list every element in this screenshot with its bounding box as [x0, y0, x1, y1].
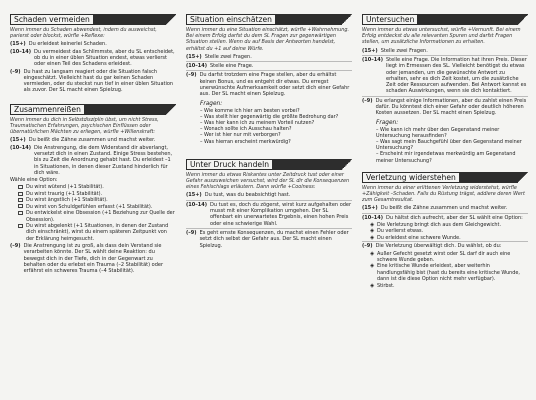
section-intro: Wenn immer du Schaden abwendest, indem du ausweichst, parierst oder blockst, würfle +Reflexe: — [10, 27, 157, 40]
checkbox-icon — [18, 192, 23, 196]
option-item: Du wirst abgelenkt (+1 Situationen, in denen der Zustand dich einschränkt), wirst du einem späteren Zeitpunkt von der Erklärung heimgesucht. — [10, 223, 176, 242]
column-right — [362, 14, 528, 295]
result-row: (15+) Du erleidest keinerlei Schaden. — [10, 41, 107, 48]
section-title-bar — [362, 14, 528, 25]
questions-title: Fragen: — [200, 100, 223, 107]
question-item: – Wer ist hier nur mit verborgen? — [200, 132, 352, 138]
section-situation-einschaetzen — [186, 14, 352, 145]
section-title-bar — [186, 159, 352, 170]
question-item: – Was hierran erscheint merkwürdig? — [200, 139, 352, 145]
column-middle — [186, 14, 352, 255]
section-title: Situation einschätzen — [186, 14, 276, 25]
question-item: – Was sagt mein Bauchgefühl über den Gegenstand meiner Untersuchung? — [376, 139, 528, 151]
section-intro: Wenn immer du eine Situation einschätzt, würfle +Wahrnehmung. Bei einem Erfolg darfst du dem SL Fragen zur gegenwärtigen Situation stellen. Wenn du auf Basis der Antworten handelst, erhältst du +1 auf deine Würfe. — [186, 27, 349, 52]
question-item: – Erscheint mir irgendetwas merkwürdig am Gegenstand meiner Untersuchung? — [376, 151, 528, 163]
questions-list — [200, 108, 352, 145]
result-row: (–9) Die Verletzung überwältigt dich. Du wählst, ob du: — [362, 243, 502, 250]
option-item: ◈ Die Verletzung bringt dich aus dem Gleichgewicht. — [370, 222, 502, 228]
result-row: (–9) Die Anstrengung ist zu groß, als dass dein Verstand sie verarbeiten könnte. Der SL wählt deine Reaktion: du bewegst dich in der Tiefe, dich in der Gegenwart zu behalten oder du erlebst ein Trauma (–2 Stabilität) oder erfährst ein schweres Trauma (–4 Stabilität). — [10, 243, 164, 275]
diamond-bullet-icon: ◈ — [370, 263, 375, 270]
result-row: (15+) Stelle zwei Fragen. — [362, 47, 428, 54]
question-item: – Wie kann ich mehr über den Gegenstand meiner Untersuchung herausfinden? — [376, 127, 528, 139]
diamond-bullet-icon: ◈ — [370, 228, 375, 235]
column-left — [10, 14, 176, 281]
section-intro: Wenn immer du einer erlittenen Verletzung widerstehst, würfle +Zähigkeit –Schaden. Falls du Rüstung trägst, addiere deren Wert zum Gesamtresultat. — [362, 184, 525, 204]
section-title: Schaden vermeiden — [10, 14, 94, 25]
diamond-bullet-icon: ◈ — [370, 282, 375, 289]
divider-line — [362, 213, 528, 214]
section-title: Verletzung widerstehen — [362, 172, 460, 183]
section-title-bar — [10, 104, 176, 115]
divider-line — [186, 200, 352, 201]
option-item: Du wirst von Schuldgefühlen erfasst (+1 Stabilität). — [10, 204, 176, 210]
option-item: ◈ Eine kritische Wunde erleidest, aber weiterhin handlungsfähig bist (hast du bereits eine kritische Wunde, dann ist die diese Option nicht mehr verfügbar). — [370, 263, 520, 283]
result-row: (10–14) Du hältst dich aufrecht, aber der SL wählt eine Option: — [362, 214, 523, 221]
option-item: Du wirst wütend (+1 Stabilität). — [10, 184, 176, 190]
divider-line — [362, 96, 528, 97]
result-row: (10–14) Stelle eine Frage. — [186, 63, 254, 70]
divider-line — [362, 241, 528, 242]
section-schaden-vermeiden — [10, 14, 176, 94]
divider-line — [186, 61, 352, 62]
option-item: Du wirst traurig (+1 Stabilität). — [10, 191, 176, 197]
result-row: (–9) Es geht ernste Konsequenzen, du machst einen Fehler oder setzt dich selbst der Gefahr aus. Der SL macht einen Spielzug. — [186, 229, 349, 249]
diamond-bullet-icon: ◈ — [370, 234, 375, 241]
result-row: (–9) Du darfst trotzdem eine Frage stellen, aber du erhältst keinen Bonus, und es entgeht dir etwas. Du erregst unerwünschte Aufmerksamkeit oder setzt dich einer Gefahr aus. Der SL macht einen Spielzug. — [186, 72, 350, 98]
section-zusammenreissen — [10, 104, 176, 275]
section-title: Untersuchen — [362, 14, 418, 25]
result-row: (15+) Stelle zwei Fragen. — [186, 53, 252, 60]
result-row: (15+) Du tust, was du beabsichtigt hast. — [186, 192, 291, 199]
result-row: (15+) Du beißt die Zähne zusammen und machst weiter. — [10, 137, 156, 144]
result-row: (10–14) Du tust es, doch du zögerst, wirst kurz aufgehalten oder musst mit einer Komplikation umgehen. Der SL offenbart ein unerwartetes Ergebnis, einen hohen Preis oder eine schwierige Wahl. — [186, 201, 352, 227]
section-intro: Wenn immer du dich in Selbstdisziplin übst, um nicht Stress, Traumatischen Erfahrungen, psychischen Einflüssen oder übernatürlichen Mächten zu erliegen, würfle +Willenskraft: — [10, 116, 159, 136]
questions-title: Fragen: — [376, 119, 399, 126]
section-verletzung-widerstehen — [362, 172, 528, 289]
checkbox-icon — [18, 211, 23, 215]
section-title-bar — [362, 172, 528, 183]
section-intro: Wenn immer du etwas Riskantes unter Zeitdruck tust oder einer Gefahr auszuweichen versuchst, wird der SL dir die Konsequenzen eines Fehlschlags erläutern. Dann würfle +Coolness: — [186, 171, 350, 191]
question-item: – Wonach sollte ich Ausschau halten? — [200, 126, 352, 132]
result-row: (10–14) Stelle eine Frage. Die Information hat ihren Preis. Dieser liegt im Ermessen des SL. Vielleicht benötigst du etwas oder jemanden, um die gewünschte Antwort zu erhalten, sehr es dich Zeit kostet, um die zusätzliche Zeit oder Ressourcen aufwenden. Bei Antwort kannst es schaden Auswirkungen, wenn sie dich kontaktiert. — [362, 56, 527, 95]
questions-list — [376, 127, 528, 164]
result-row: (10–14) Du vermeidest das Schlimmste, aber du SL entscheidet, ob du in einer üblen Situation endest, etwas verlierst oder einen Teil des Schadens erleidest. — [10, 48, 175, 68]
section-title: Unter Druck handeln — [186, 159, 273, 170]
section-title-bar — [186, 14, 352, 25]
option-item: ◈ Du erleidest eine schwere Wunde. — [370, 234, 461, 241]
section-untersuchen — [362, 14, 528, 164]
divider-line — [186, 228, 352, 229]
option-item: ◈ Du verlierst etwas. — [370, 228, 424, 235]
question-item: – Wie komme ich hier am besten vorbei? — [200, 108, 352, 114]
option-item: Du entwickelst eine Obsession (+1 Beziehung zur Quelle der Obsession). — [10, 210, 176, 223]
option-item: ◈ Stirbst. — [370, 282, 395, 289]
question-item: – Was hier kann ich zu meinem Vorteil nutzen? — [200, 120, 352, 126]
divider-line — [186, 70, 352, 71]
checkbox-icon — [18, 204, 23, 208]
divider-line — [362, 55, 528, 56]
section-intro: Wenn immer du etwas untersuchst, würfle +Vernunft. Bei einem Erfolg entdeckst du alle relevanten Spuren und darfst Fragen stellen, um zusätzliche Informationen zu erhalten. — [362, 27, 521, 46]
result-row: (10–14) Die Anstrengung, die dem Widerstand dir abverlangt, versetzt dich in einen Zustand. Einige Stress bestehen, bis zu Zeit die Anordnung gehabt hast. Du erleidest –1 in Situationen, in denen dieser Zustand hinderlich für dich wäre. — [10, 144, 173, 176]
question-item: – Was stellt hier gegenwärtig die größte Bedrohung dar? — [200, 114, 352, 120]
checkbox-icon — [18, 198, 23, 202]
diamond-bullet-icon: ◈ — [370, 222, 375, 228]
section-title-bar — [10, 14, 176, 25]
result-row: (–9) Du erlangst einige Informationen, aber du zahlst einen Preis dafür. Du könntest dich einer Gefahr oder deutlich höheren Kosten aussetzen. Der SL macht einen Spielzug. — [362, 97, 527, 117]
checkbox-icon — [18, 224, 23, 228]
section-unter-druck-handeln — [186, 159, 352, 249]
result-row: (15+) Du beißt die Zähne zusammen und machst weiter. — [362, 205, 508, 212]
checkbox-icon — [18, 185, 23, 189]
option-item: ◈ Außer Gefecht gesetzt wirst oder SL darf dir auch eine schwere Wunde geben. — [370, 250, 511, 263]
option-item: Du wirst ängstlich (+1 Stabilität). — [10, 197, 176, 203]
section-title: Zusammenreißen — [10, 104, 85, 115]
choose-label: Wähle eine Option: — [10, 177, 58, 184]
diamond-bullet-icon: ◈ — [370, 250, 375, 257]
result-row: (–9) Du hast zu langsam reagiert oder die Situation falsch eingeschätzt. Vielleicht hast du gar keinen Schaden vermieden, oder du steckst nun tief in einer üblen Situation als zuvor. Der SL macht einen Spielzug. — [10, 68, 174, 94]
